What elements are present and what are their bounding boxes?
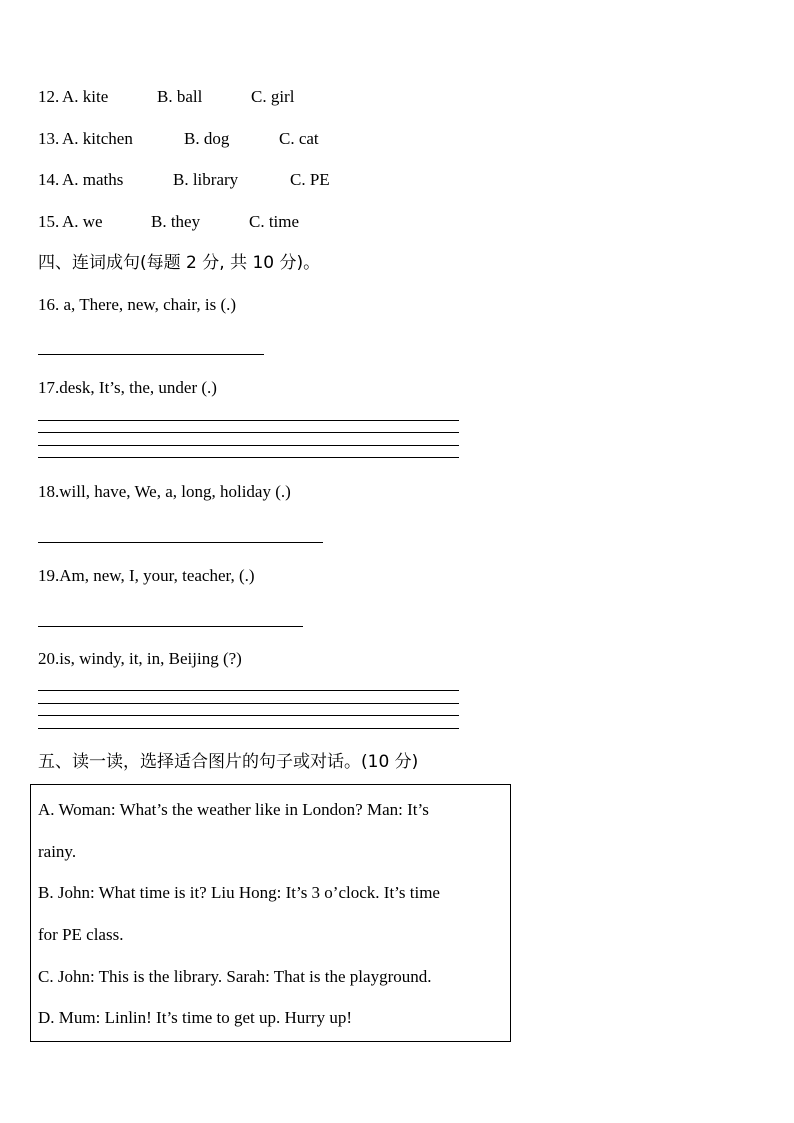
option-b: B. dog	[184, 129, 230, 148]
option-a: A. we	[62, 212, 103, 231]
answer-line-16[interactable]	[38, 354, 264, 355]
answer-line-17[interactable]	[38, 420, 459, 421]
question-number: 14.	[38, 170, 60, 189]
option-a: A. kite	[62, 87, 109, 106]
sentence-box	[30, 784, 511, 1042]
option-b: B. they	[151, 212, 201, 231]
writing-line	[38, 445, 459, 446]
question-number: 13.	[38, 129, 60, 148]
answer-line-19[interactable]	[38, 626, 303, 627]
option-a: A. kitchen	[62, 129, 133, 148]
question-20: 20.is, windy, it, in, Beijing (?)	[38, 649, 242, 668]
question-number: 15.	[38, 212, 60, 231]
writing-line	[38, 432, 459, 433]
option-b: B. library	[173, 170, 239, 189]
section-4-heading: 四、连词成句(每题 2 分, 共 10 分)。	[38, 253, 321, 273]
question-18: 18.will, have, We, a, long, holiday (.)	[38, 482, 291, 501]
question-number: 12.	[38, 87, 60, 106]
writing-line	[38, 715, 459, 716]
question-19: 19.Am, new, I, your, teacher, (.)	[38, 566, 255, 585]
option-c: C. girl	[251, 87, 295, 106]
answer-line-20[interactable]	[38, 690, 459, 691]
writing-line	[38, 457, 459, 458]
sentence-a-line-2: rainy.	[38, 842, 77, 861]
writing-line	[38, 728, 459, 729]
sentence-b-line-1: B. John: What time is it? Liu Hong: It’s 3 o’clock. It’s time	[38, 883, 440, 902]
option-c: C. cat	[279, 129, 319, 148]
option-b: B. ball	[157, 87, 203, 106]
sentence-b-line-2: for PE class.	[38, 925, 124, 944]
question-16: 16. a, There, new, chair, is (.)	[38, 295, 237, 314]
option-a: A. maths	[62, 170, 124, 189]
question-17: 17.desk, It’s, the, under (.)	[38, 378, 217, 397]
option-c: C. time	[249, 212, 300, 231]
answer-line-18[interactable]	[38, 542, 323, 543]
option-c: C. PE	[290, 170, 330, 189]
section-5-heading: 五、读一读，选择适合图片的句子或对话。(10 分)	[38, 752, 419, 772]
writing-line	[38, 703, 459, 704]
sentence-c: C. John: This is the library. Sarah: That is the playground.	[38, 967, 432, 986]
sentence-d: D. Mum: Linlin! It’s time to get up. Hurry up!	[38, 1008, 352, 1027]
sentence-a-line-1: A. Woman: What’s the weather like in London? Man: It’s	[38, 800, 429, 819]
